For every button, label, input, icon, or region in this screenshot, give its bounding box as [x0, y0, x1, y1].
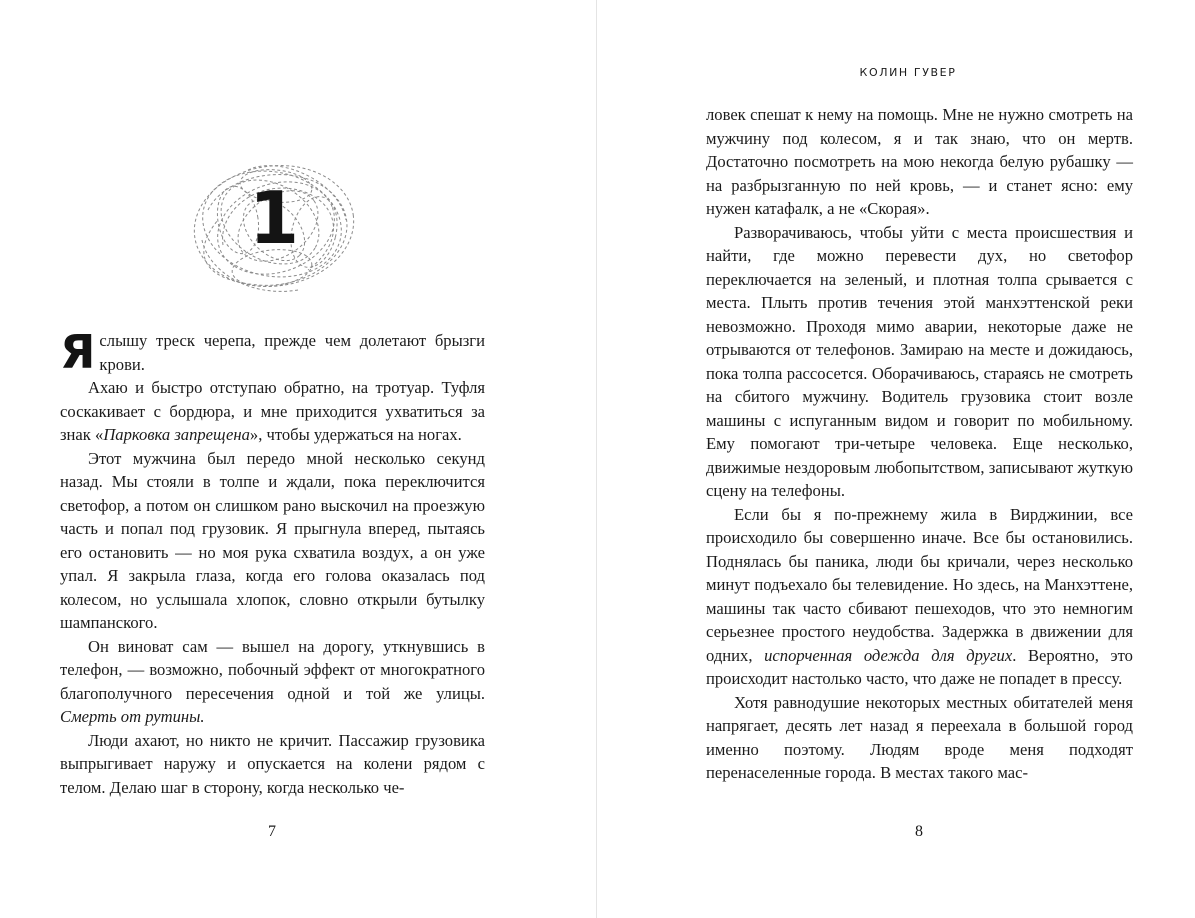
- right-page: [597, 0, 1195, 918]
- paragraph-text: Ахаю и быстро отступаю обратно, на тротуар. Туфля соскакивает с бордюра, и мне приходится ухватиться за знак «Парковка запрещена», чтобы удержаться на ногах.: [60, 378, 485, 444]
- chapter-ornament: [188, 150, 360, 300]
- drop-cap: Я: [60, 325, 96, 379]
- left-body-text: [60, 325, 485, 799]
- paragraph-1: [706, 103, 1133, 221]
- left-page: [0, 0, 596, 918]
- paragraph-text: слышу треск черепа, прежде чем долетают брызги крови.: [99, 331, 485, 374]
- paragraph-5: [60, 729, 485, 800]
- paragraph-text: Разворачиваюсь, чтобы уйти с места происшествия и найти, где можно перевести дух, но светофор переключается на зеленый, и плотная толпа срывается с места. Плыть против течения этой манхэттенской реки невозможно. Проходя мимо аварии, некоторые даже не отрываются от телефонов. Замираю на месте и дожидаюсь, пока толпа рассосется. Оборачиваюсь, стараясь не смотреть на сбитого мужчину. Водитель грузовика стоит возле машины с испуганным видом и говорит по мобильному. Ему помогают три-четыре человека. Еще несколько, движимые нездоровым любопытством, записывают жуткую сцену на телефоны.: [706, 222, 1133, 500]
- page-number: 7: [268, 823, 276, 840]
- chapter-number: 1: [248, 176, 300, 260]
- paragraph-3: [706, 503, 1133, 691]
- paragraph-text: Он виноват сам — вышел на дорогу, уткнувшись в телефон, — возможно, побочный эффект от многократного благополучного пересечения одной и той же улицы. Смерть от рутины.: [60, 636, 485, 726]
- running-head: КОЛИН ГУВЕР: [859, 66, 957, 79]
- paragraph-text: Хотя равнодушие некоторых местных обитателей меня напрягает, десять лет назад я переехала в большой город именно поэтому. Людям вроде меня подходят перенаселенные города. В местах такого мас-: [706, 692, 1133, 782]
- paragraph-text: Люди ахают, но никто не кричит. Пассажир грузовика выпрыгивает наружу и опускается на колени рядом с телом. Делаю шаг в сторону, когда несколько че-: [60, 730, 485, 797]
- right-body-text: [706, 103, 1133, 785]
- paragraph-3: [60, 447, 485, 635]
- paragraph-2: [706, 221, 1133, 503]
- paragraph-text: Этот мужчина был передо мной несколько секунд назад. Мы стояли в толпе и ждали, пока переключится светофор, а потом он слишком рано выскочил на проезжую часть и попал под грузовик. Я прыгнула вперед, пытаясь его остановить — но моя рука схватила воздух, а он уже упал. Я закрыла глаза, когда его голова оказалась под колесом, но услышала хлопок, словно открыли бутылку шампанского.: [60, 448, 485, 632]
- paragraph-text: Если бы я по-прежнему жила в Вирджинии, все происходило бы совершенно иначе. Все бы остановились. Поднялась бы паника, люди бы кричали, через несколько минут подъехало бы телевидение. Но здесь, на Манхэттене, машины так часто сбивают пешеходов, что это немногим серьезнее простого неудобства. Задержка в движении для одних, испорченная одежда для других. Вероятно, это происходит настолько часто, что даже не попадет в прессу.: [706, 504, 1133, 688]
- paragraph-4: [60, 635, 485, 729]
- paragraph-1: [60, 325, 485, 379]
- paragraph-4: [706, 691, 1133, 785]
- paragraph-2: [60, 376, 485, 447]
- page-number: 8: [915, 823, 923, 840]
- paragraph-text: ловек спешат к нему на помощь. Мне не нужно смотреть на мужчину под колесом, я и так знаю, что он мертв. Достаточно посмотреть на мою некогда белую рубашку — на разбрызганную по ней кровь, — и станет ясно: ему нужен катафалк, а не «Скорая».: [706, 105, 1133, 218]
